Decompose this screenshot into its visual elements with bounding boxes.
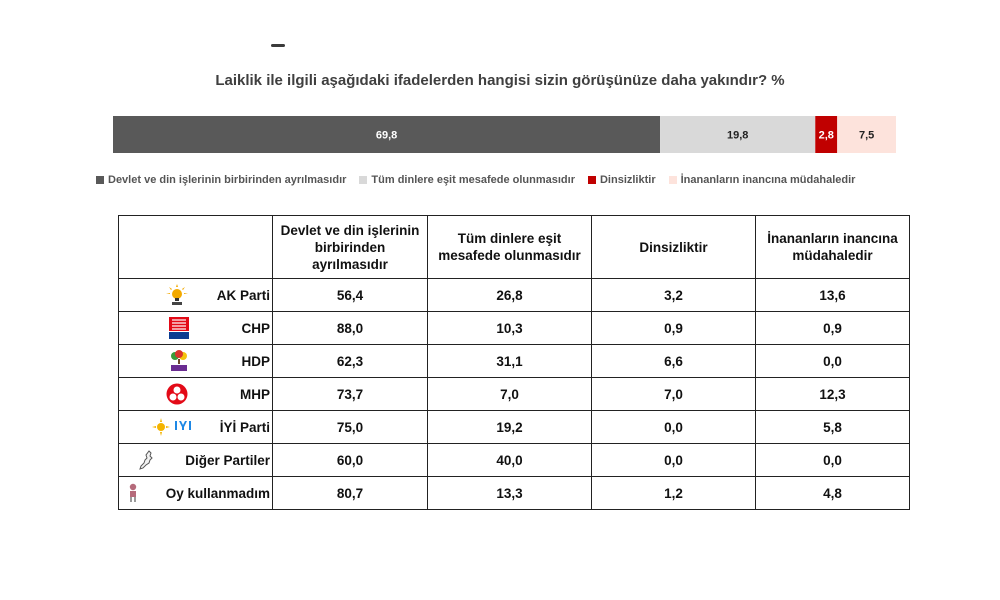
legend-swatch: [96, 176, 104, 184]
chp-six-arrows-logo: [167, 317, 191, 339]
table-cell: 1,2: [592, 477, 756, 510]
mhp-crescents-logo: [165, 383, 189, 405]
table-row: [119, 411, 910, 444]
table-cell: 75,0: [273, 411, 428, 444]
table-cell: 40,0: [428, 444, 592, 477]
party-name: AK Parti: [216, 287, 270, 303]
bar-value-label: 69,8: [375, 129, 398, 142]
person-icon: [121, 482, 145, 504]
table-cell: 3,2: [592, 279, 756, 312]
table-cell: 0,9: [756, 312, 910, 345]
party-name: MHP: [240, 386, 270, 402]
table-row: [119, 477, 910, 510]
bar-value-label: 7,5: [858, 129, 875, 142]
legend-label: İnananların inancına müdahaledir: [680, 174, 856, 186]
party-breakdown-table: [118, 215, 910, 510]
table-row: [119, 345, 910, 378]
table-row: [119, 279, 910, 312]
turkey-map-icon: [135, 449, 159, 471]
table-row: [119, 444, 910, 477]
table-cell: 19,2: [428, 411, 592, 444]
legend-item: [96, 174, 346, 186]
table-cell: 56,4: [273, 279, 428, 312]
table-cell: 10,3: [428, 312, 592, 345]
table-row: [119, 312, 910, 345]
table-cell: 0,0: [756, 345, 910, 378]
table-cell: 0,0: [756, 444, 910, 477]
table-cell: 0,0: [592, 444, 756, 477]
header-blank: [119, 216, 273, 279]
table-header-row: [119, 216, 910, 279]
party-cell: [119, 312, 273, 345]
table-cell: 88,0: [273, 312, 428, 345]
column-header: Tüm dinlere eşit mesafede olunmasıdır: [428, 216, 592, 279]
column-header: İnananların inancına müdahaledir: [756, 216, 910, 279]
party-cell: [119, 345, 273, 378]
legend-label: Dinsizliktir: [599, 174, 656, 186]
hdp-tree-logo: [167, 350, 191, 372]
bar-value-label: 19,8: [726, 129, 749, 142]
table-cell: 73,7: [273, 378, 428, 411]
table-cell: 26,8: [428, 279, 592, 312]
table-cell: 80,7: [273, 477, 428, 510]
table-cell: 4,8: [756, 477, 910, 510]
table-cell: 62,3: [273, 345, 428, 378]
legend-swatch: [359, 176, 367, 184]
table-cell: 5,8: [756, 411, 910, 444]
table-cell: 31,1: [428, 345, 592, 378]
table-cell: 13,3: [428, 477, 592, 510]
party-cell: [119, 477, 273, 510]
table-cell: 60,0: [273, 444, 428, 477]
iyi-parti-sun-logo: [151, 416, 191, 438]
table-cell: 6,6: [592, 345, 756, 378]
party-name: Oy kullanmadım: [165, 485, 270, 501]
table-cell: 0,0: [592, 411, 756, 444]
party-name: CHP: [241, 320, 270, 336]
legend-label: Devlet ve din işlerinin birbirinden ayrılmasıdır: [108, 174, 347, 186]
party-name: İYİ Parti: [219, 419, 270, 435]
bar-value-label: 2,8: [818, 129, 834, 142]
legend-swatch: [588, 176, 596, 184]
akparti-bulb-logo: [165, 284, 189, 306]
chart-title: Laiklik ile ilgili aşağıdaki ifadelerden hangisi sizin görüşünüze daha yakındır? %: [215, 72, 785, 89]
legend-swatch: [669, 176, 677, 184]
table-cell: 0,9: [592, 312, 756, 345]
party-name: Diğer Partiler: [185, 452, 270, 468]
table-cell: 7,0: [428, 378, 592, 411]
table-row: [119, 378, 910, 411]
legend-item: [359, 174, 575, 186]
column-header: Dinsizliktir: [592, 216, 756, 279]
party-cell: [119, 444, 273, 477]
chart-legend: [96, 174, 868, 186]
party-cell: [119, 279, 273, 312]
legend-item: [669, 174, 856, 186]
legend-item: [588, 174, 656, 186]
party-cell: [119, 411, 273, 444]
column-header: Devlet ve din işlerinin birbirinden ayrılmasıdır: [273, 216, 428, 279]
table-cell: 7,0: [592, 378, 756, 411]
legend-label: Tüm dinlere eşit mesafede olunmasıdır: [371, 174, 575, 186]
stacked-bar-chart: [0, 0, 1000, 170]
party-cell: [119, 378, 273, 411]
table-cell: 12,3: [756, 378, 910, 411]
party-name: HDP: [241, 353, 270, 369]
table-cell: 13,6: [756, 279, 910, 312]
